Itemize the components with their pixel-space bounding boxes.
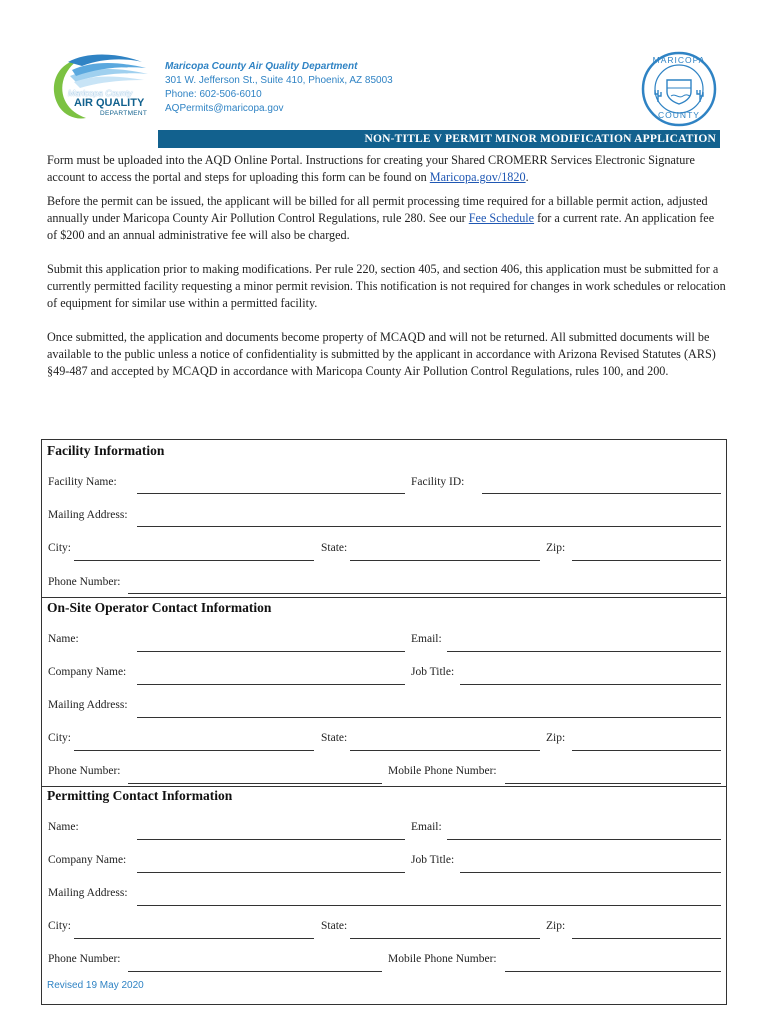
revised-date: Revised 19 May 2020 (47, 980, 144, 991)
intro-p2-text: Before the permit can be issued, the applicant will be billed for all permit processing time required for a billable permit action, adjusted annually under Maricopa County Air Pollution Control Regulations, rule 280. See our (47, 194, 708, 226)
facility-name-label: Facility Name: (48, 476, 117, 488)
facility-name-field[interactable] (137, 493, 405, 494)
permitting-mobile-label: Mobile Phone Number: (388, 953, 497, 965)
permitting-email-field[interactable] (447, 839, 721, 840)
operator-name-field[interactable] (137, 651, 405, 652)
facility-phone-field[interactable] (128, 593, 721, 594)
maricopa-1820-link[interactable]: Maricopa.gov/1820 (429, 170, 526, 185)
logo-text-bottom: DEPARTMENT (100, 110, 148, 117)
permitting-email-label: Email: (411, 821, 442, 833)
facility-state-label: State: (321, 542, 348, 554)
operator-zip-label: Zip: (546, 732, 566, 744)
permitting-city-field[interactable] (74, 938, 314, 939)
intro-paragraph-3: Submit this application prior to making modifications. Per rule 220, section 405, and section 406, this application must be submitted for a currently permitted facility requesting a minor permit revision. This notification is not required for changes in work schedules or relocation of equipment for similar use within a permitted facility. (47, 262, 726, 311)
facility-section-title: Facility Information (47, 443, 165, 458)
operator-mobile-label: Mobile Phone Number: (388, 765, 497, 777)
intro-p1-end: . (525, 170, 529, 185)
permitting-phone-field[interactable] (128, 971, 382, 972)
operator-company-field[interactable] (137, 684, 405, 685)
operator-company-label: Company Name: (48, 666, 127, 678)
facility-city-label: City: (48, 542, 72, 554)
org-address: 301 W. Jefferson St., Suite 410, Phoenix, AZ 85003 (165, 75, 393, 86)
section-divider (42, 786, 726, 787)
permitting-zip-label: Zip: (546, 920, 566, 932)
permitting-zip-field[interactable] (572, 938, 721, 939)
facility-state-field[interactable] (350, 560, 540, 561)
logo-text-main: AIR QUALITY (74, 97, 145, 109)
seal-top-text: MARICOPA (652, 55, 706, 65)
permitting-company-label: Company Name: (48, 854, 127, 866)
facility-city-field[interactable] (74, 560, 314, 561)
operator-state-label: State: (321, 732, 348, 744)
facility-mailing-field[interactable] (137, 526, 721, 527)
operator-name-label: Name: (48, 633, 79, 645)
operator-job-title-label: Job Title: (411, 666, 455, 678)
logo-text-top: Maricopa County (68, 88, 133, 98)
org-phone: Phone: 602-506-6010 (165, 89, 262, 100)
header-contact (165, 60, 393, 116)
intro-p1-text: Form must be uploaded into the AQD Online Portal. Instructions for creating your Shared CROMERR Services Electronic Signature account to access the portal and steps for uploading this form can be found on (47, 153, 695, 185)
operator-section-title: On-Site Operator Contact Information (47, 600, 272, 615)
operator-phone-field[interactable] (128, 783, 382, 784)
permitting-mailing-label: Mailing Address: (48, 887, 128, 899)
facility-mailing-label: Mailing Address: (48, 509, 128, 521)
operator-mailing-field[interactable] (137, 717, 721, 718)
permitting-phone-label: Phone Number: (48, 953, 121, 965)
operator-job-title-field[interactable] (460, 684, 721, 685)
form-title-banner: NON-TITLE V PERMIT MINOR MODIFICATION APPLICATION (158, 130, 720, 148)
facility-phone-label: Phone Number: (48, 576, 121, 588)
intro-paragraph-4: Once submitted, the application and documents become property of MCAQD and will not be returned. All submitted documents will be available to the public unless a notice of confidentiality is submitted by the applicant in accordance with Arizona Revised Statutes (ARS) §49-487 and accepted by MCAQD in accordance with Maricopa County Air Pollution Control Regulations, rules 100, and 200. (47, 330, 716, 379)
operator-phone-label: Phone Number: (48, 765, 121, 777)
fee-schedule-link[interactable]: Fee Schedule (468, 211, 535, 226)
permitting-job-title-field[interactable] (460, 872, 721, 873)
permitting-mobile-field[interactable] (505, 971, 721, 972)
permitting-name-field[interactable] (137, 839, 405, 840)
operator-mailing-label: Mailing Address: (48, 699, 128, 711)
facility-zip-label: Zip: (546, 542, 566, 554)
operator-zip-field[interactable] (572, 750, 721, 751)
permitting-city-label: City: (48, 920, 72, 932)
operator-city-field[interactable] (74, 750, 314, 751)
intro-paragraph-2 (47, 193, 727, 245)
facility-id-label: Facility ID: (411, 476, 465, 488)
permitting-name-label: Name: (48, 821, 79, 833)
operator-state-field[interactable] (350, 750, 540, 751)
facility-zip-field[interactable] (572, 560, 721, 561)
permitting-mailing-field[interactable] (137, 905, 721, 906)
permitting-state-label: State: (321, 920, 348, 932)
application-form (41, 439, 727, 1005)
permitting-company-field[interactable] (137, 872, 405, 873)
org-name: Maricopa County Air Quality Department (165, 61, 358, 72)
operator-city-label: City: (48, 732, 72, 744)
permitting-section-title: Permitting Contact Information (47, 788, 233, 803)
intro-paragraph-1 (47, 152, 727, 186)
operator-mobile-field[interactable] (505, 783, 721, 784)
seal-bottom-text: COUNTY (658, 110, 700, 120)
permitting-job-title-label: Job Title: (411, 854, 455, 866)
permitting-state-field[interactable] (350, 938, 540, 939)
section-divider (42, 597, 726, 598)
operator-email-label: Email: (411, 633, 442, 645)
org-email[interactable]: AQPermits@maricopa.gov (165, 103, 284, 114)
operator-email-field[interactable] (447, 651, 721, 652)
facility-id-field[interactable] (482, 493, 721, 494)
intro-p2-end: for a current rate. An application fee of $200 and an annual administrative fee will also be charged. (47, 211, 715, 243)
